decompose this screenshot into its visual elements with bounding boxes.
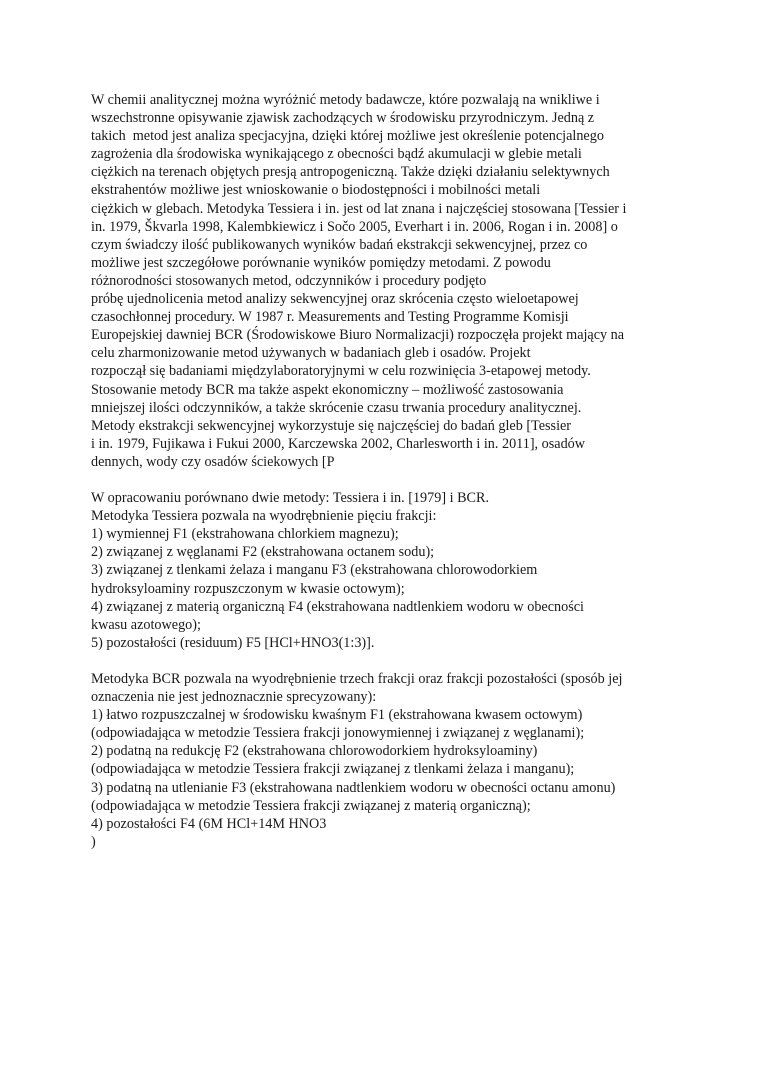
text-line: Stosowanie metody BCR ma także aspekt ekonomiczny – możliwość zastosowania bbox=[91, 381, 564, 398]
bcr-method-paragraph bbox=[91, 670, 681, 851]
text-line: wszechstronne opisywanie zjawisk zachodzących w środowisku przyrodniczym. Jedną z bbox=[91, 110, 595, 127]
text-line: dennych, wody czy osadów ściekowych [P bbox=[91, 453, 335, 470]
text-line: Europejskiej dawniej BCR (Środowiskowe Biuro Normalizacji) rozpoczęła projekt mający na bbox=[91, 327, 625, 344]
intro-paragraph bbox=[91, 91, 681, 471]
list-item: 4) związanej z materią organiczną F4 (ekstrahowana nadtlenkiem wodoru w obecności bbox=[91, 598, 584, 615]
text-line: możliwe jest szczegółowe porównanie wyników pomiędzy metodami. Z powodu bbox=[91, 254, 551, 271]
text-line: mniejszej ilości odczynników, a także skrócenie czasu trwania procedury analitycznej. bbox=[91, 399, 582, 416]
text-line: oznaczenia nie jest jednoznacznie sprecyzowany): bbox=[91, 689, 377, 706]
tessier-method-paragraph bbox=[91, 489, 681, 652]
text-line: W chemii analitycznej można wyróżnić metody badawcze, które pozwalają na wnikliwe i bbox=[91, 92, 600, 108]
paragraph-spacer bbox=[91, 652, 681, 670]
text-line: zagrożenia dla środowiska wynikającego z obecności bądź akumulacji w glebie metali bbox=[91, 146, 582, 163]
text-line: celu zharmonizowanie metod używanych w badaniach gleb i osadów. Projekt bbox=[91, 345, 531, 362]
text-line: W opracowaniu porównano dwie metody: Tessiera i in. [1979] i BCR. bbox=[91, 490, 490, 507]
list-item: 3) związanej z tlenkami żelaza i manganu F3 (ekstrahowana chlorowodorkiem bbox=[91, 562, 538, 579]
list-item: 1) łatwo rozpuszczalnej w środowisku kwaśnym F1 (ekstrahowana kwasem octowym) bbox=[91, 707, 583, 724]
text-line: rozpoczął się badaniami międzylaboratoryjnymi w celu rozwinięcia 3-etapowej metody. bbox=[91, 363, 591, 380]
list-item: kwasu azotowego); bbox=[91, 616, 201, 633]
text-line: ciężkich w glebach. Metodyka Tessiera i in. jest od lat znana i najczęściej stosowana [Tessier i bbox=[91, 200, 627, 217]
text-line: różnorodności stosowanych metod, odczynników i procedury podjęto bbox=[91, 272, 487, 289]
list-item: 3) podatną na utlenianie F3 (ekstrahowana nadtlenkiem wodoru w obecności octanu amonu) bbox=[91, 779, 616, 796]
list-item: 2) podatną na redukcję F2 (ekstrahowana chlorowodorkiem hydroksyloaminy) bbox=[91, 743, 538, 760]
list-item: hydroksyloaminy rozpuszczonym w kwasie octowym); bbox=[91, 580, 405, 597]
text-line: i in. 1979, Fujikawa i Fukui 2000, Karczewska 2002, Charlesworth i in. 2011], osadów bbox=[91, 435, 585, 452]
text-line: Metodyka BCR pozwala na wyodrębnienie trzech frakcji oraz frakcji pozostałości (sposób jej bbox=[91, 671, 623, 687]
list-item: (odpowiadająca w metodzie Tessiera frakcji związanej z materią organiczną); bbox=[91, 797, 531, 814]
list-item: ) bbox=[91, 833, 96, 850]
text-line: Metodyka Tessiera pozwala na wyodrębnienie pięciu frakcji: bbox=[91, 508, 437, 525]
list-item: 5) pozostałości (residuum) F5 [HCl+HNO3(1:3)]. bbox=[91, 634, 375, 651]
text-line: próbę ujednolicenia metod analizy sekwencyjnej oraz skrócenia często wieloetapowej bbox=[91, 291, 579, 308]
text-line: czym świadczy ilość publikowanych wyników badań ekstrakcji sekwencyjnej, przez co bbox=[91, 236, 588, 253]
list-item: (odpowiadająca w metodzie Tessiera frakcji związanej z tlenkami żelaza i manganu); bbox=[91, 761, 575, 778]
list-item: (odpowiadająca w metodzie Tessiera frakcji jonowymiennej i związanej z węglanami); bbox=[91, 725, 585, 742]
list-item: 2) związanej z węglanami F2 (ekstrahowana octanem sodu); bbox=[91, 544, 435, 561]
document-text bbox=[91, 91, 681, 851]
text-line: ekstrahentów możliwe jest wnioskowanie o biodostępności i mobilności metali bbox=[91, 182, 541, 199]
text-line: Metody ekstrakcji sekwencyjnej wykorzystuje się najczęściej do badań gleb [Tessier bbox=[91, 417, 572, 434]
text-line: ciężkich na terenach objętych presją antropogeniczną. Także dzięki działaniu selektywnych bbox=[91, 164, 610, 181]
text-line: czasochłonnej procedury. W 1987 r. Measurements and Testing Programme Komisji bbox=[91, 309, 569, 326]
text-line: takich metod jest analiza specjacyjna, dzięki której możliwe jest określenie potencjalnego bbox=[91, 128, 604, 145]
list-item: 1) wymiennej F1 (ekstrahowana chlorkiem magnezu); bbox=[91, 526, 399, 543]
list-item: 4) pozostałości F4 (6M HCl+14M HNO3 bbox=[91, 815, 327, 832]
text-line: in. 1979, Škvarla 1998, Kalembkiewicz i Sočo 2005, Everhart i in. 2006, Rogan i in. 2008] o bbox=[91, 218, 618, 235]
paragraph-spacer bbox=[91, 471, 681, 489]
